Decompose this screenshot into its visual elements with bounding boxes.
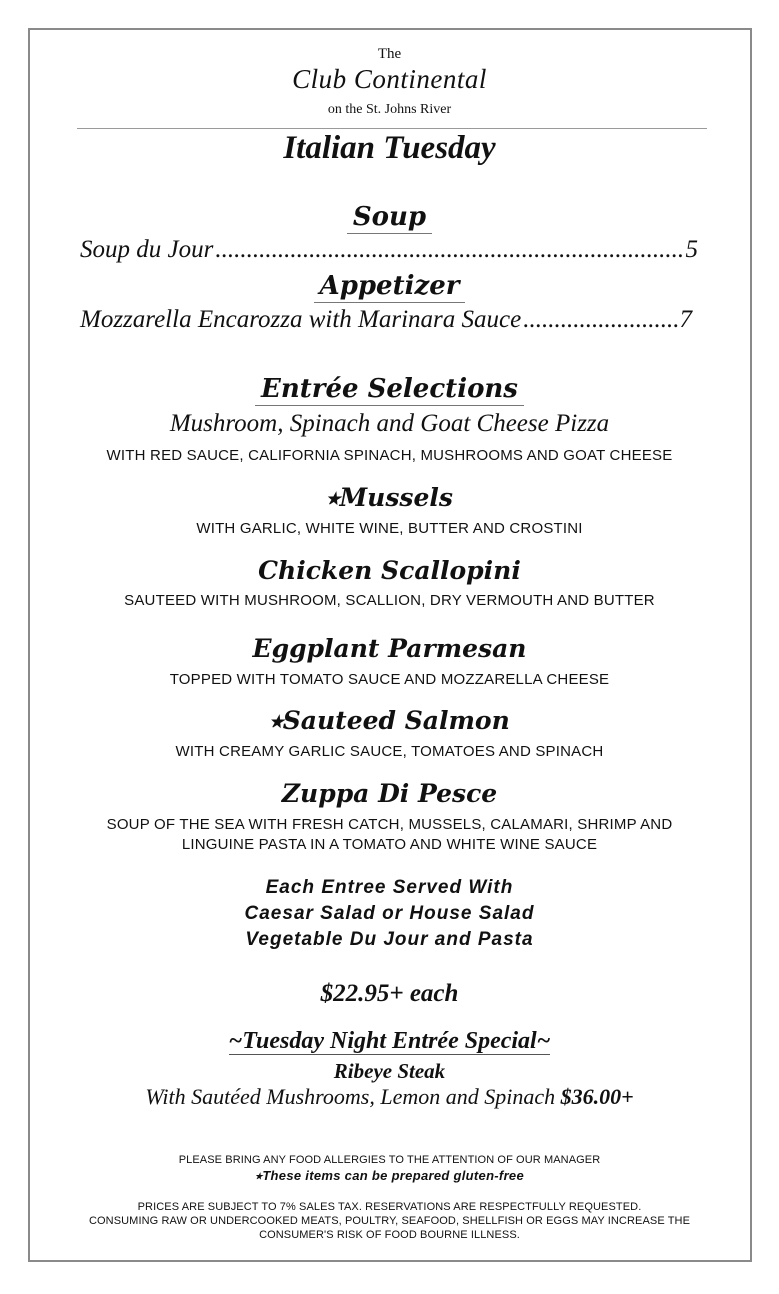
soup-item-price: 5 — [685, 236, 698, 263]
brand-the: The — [377, 46, 402, 62]
entree-description: WITH RED SAUCE, CALIFORNIA SPINACH, MUSHROOMS AND GOAT CHEESE — [106, 447, 673, 464]
entree-name: Zuppa Di Pesce — [281, 779, 498, 808]
soup-item-row — [80, 236, 698, 264]
entree-price: $22.95+ each — [320, 980, 459, 1007]
brand-name: Club Continental — [292, 64, 487, 94]
served-with-line: Each Entree Served With — [265, 877, 514, 898]
entree-name: ⭑Mussels — [326, 483, 453, 512]
entree-description: WITH GARLIC, WHITE WINE, BUTTER AND CROSTINI — [196, 520, 583, 537]
appetizer-heading: Appetizer — [0, 271, 779, 301]
soup-item-name: Soup du Jour — [80, 236, 214, 263]
gluten-free-note: ⭑These items can be prepared gluten-free — [255, 1168, 524, 1183]
entree-name: Mushroom, Spinach and Goat Cheese Pizza — [169, 410, 610, 437]
appetizer-item-name: Mozzarella Encarozza with Marinara Sauce — [80, 306, 522, 333]
entree-name: Chicken Scallopini — [258, 556, 521, 585]
special-description-text: With Sautéed Mushrooms, Lemon and Spinach — [145, 1084, 556, 1109]
served-with-line: Vegetable Du Jour and Pasta — [245, 929, 534, 950]
dot-leader — [523, 306, 677, 334]
brand-location: on the St. Johns River — [327, 102, 452, 117]
entree-heading: Entrée Selections — [0, 374, 779, 404]
entree-description: TOPPED WITH TOMATO SAUCE AND MOZZARELLA CHEESE — [169, 671, 610, 688]
special-dish: Ribeye Steak — [333, 1059, 446, 1083]
special-heading: ~Tuesday Night Entrée Special~ — [228, 1028, 551, 1054]
raw-food-warning: CONSUMING RAW OR UNDERCOOKED MEATS, POULTRY, SEAFOOD, SHELLFISH OR EGGS MAY INCREASE THE — [88, 1215, 691, 1227]
allergy-notice: PLEASE BRING ANY FOOD ALLERGIES TO THE ATTENTION OF OUR MANAGER — [178, 1154, 601, 1166]
dot-leader — [215, 236, 683, 264]
appetizer-item-row — [80, 306, 692, 334]
entree-name: ⭑Sauteed Salmon — [269, 706, 510, 735]
special-description — [0, 1084, 779, 1110]
special-price: $36.00+ — [560, 1084, 634, 1109]
entree-description: SOUP OF THE SEA WITH FRESH CATCH, MUSSELS, CALAMARI, SHRIMP AND — [106, 816, 673, 833]
tax-notice: PRICES ARE SUBJECT TO 7% SALES TAX. RESERVATIONS ARE RESPECTFULLY REQUESTED. — [137, 1201, 642, 1213]
served-with-line: Caesar Salad or House Salad — [244, 903, 535, 924]
entree-description: WITH CREAMY GARLIC SAUCE, TOMATOES AND SPINACH — [175, 743, 604, 760]
header-divider — [77, 128, 707, 129]
raw-food-warning-continued: CONSUMER'S RISK OF FOOD BOURNE ILLNESS. — [259, 1229, 520, 1241]
soup-heading: Soup — [0, 202, 779, 232]
appetizer-item-price: 7 — [679, 306, 692, 333]
entree-name: Eggplant Parmesan — [252, 634, 527, 663]
entree-description: SAUTEED WITH MUSHROOM, SCALLION, DRY VERMOUTH AND BUTTER — [124, 592, 655, 609]
entree-description-continued: LINGUINE PASTA IN A TOMATO AND WHITE WINE SAUCE — [181, 836, 598, 853]
page-title: Italian Tuesday — [283, 130, 496, 166]
